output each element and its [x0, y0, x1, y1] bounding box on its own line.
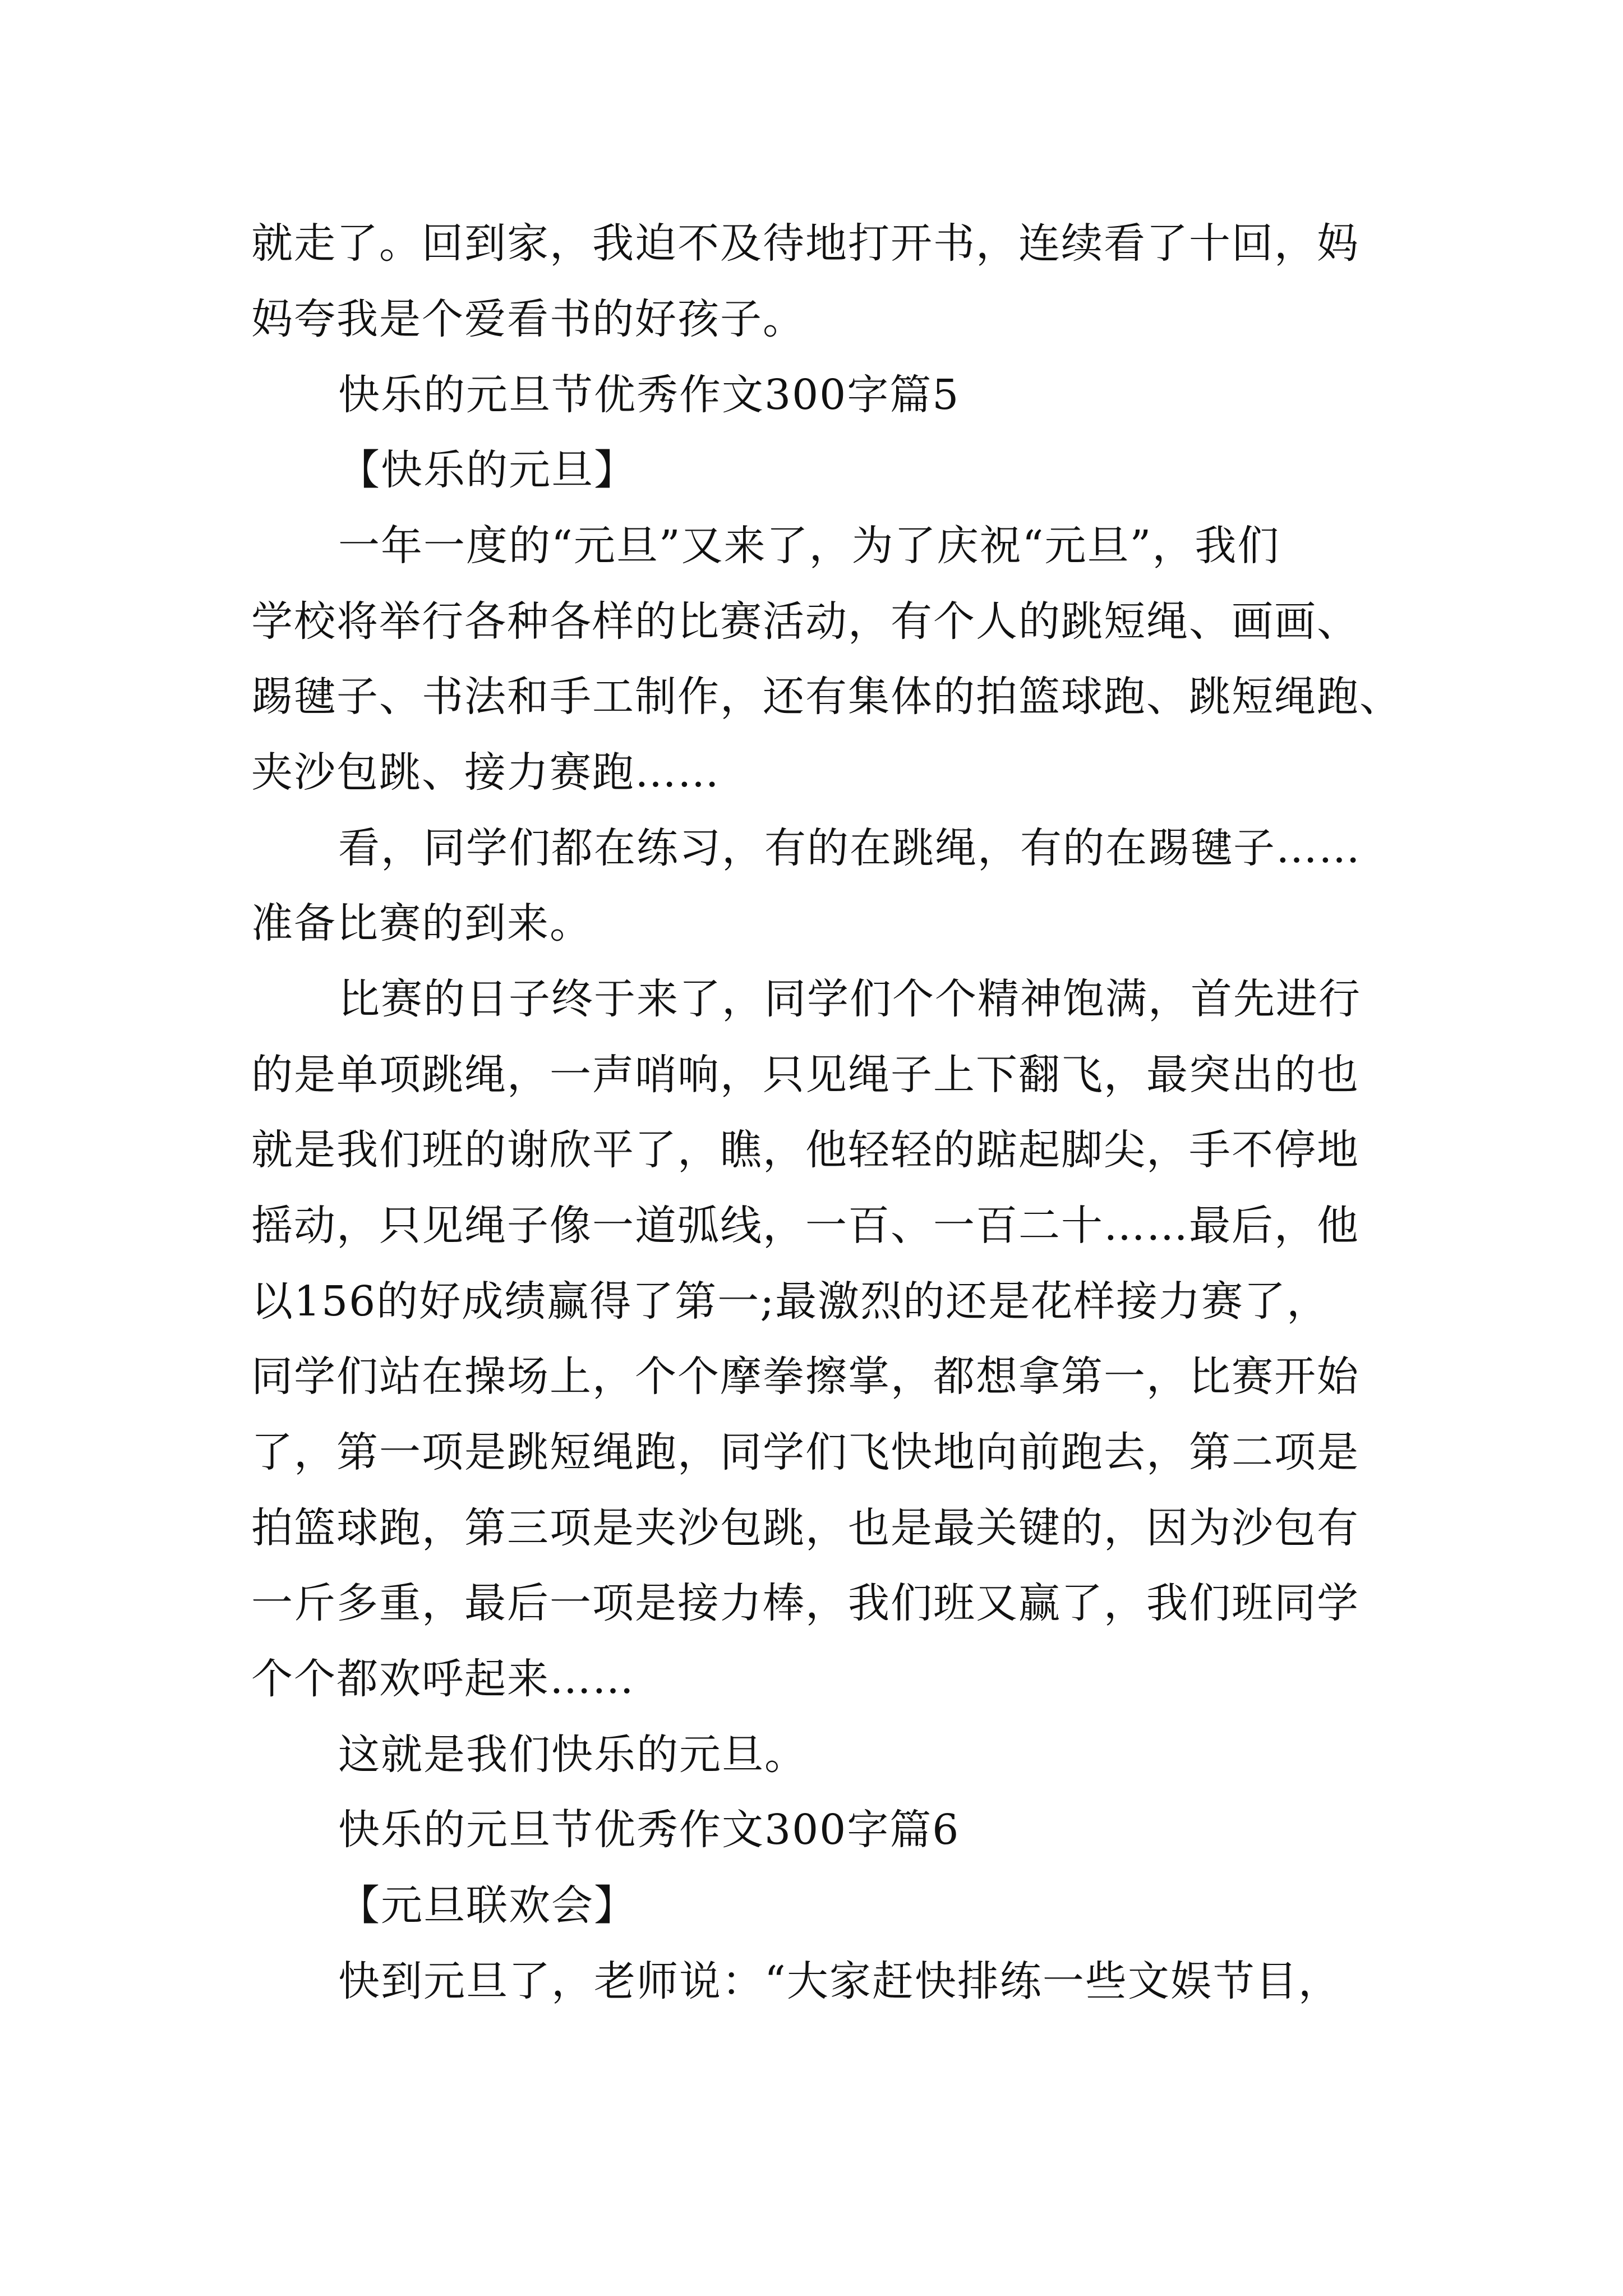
paragraph-line: 妈夸我是个爱看书的好孩子。 [251, 295, 805, 343]
section-heading: 快乐的元旦节优秀作文300字篇5 [338, 371, 960, 419]
essay-title: 【元旦联欢会】 [338, 1881, 637, 1930]
section-heading: 快乐的元旦节优秀作文300字篇6 [338, 1806, 960, 1854]
paragraph-line: 个个都欢呼起来…… [251, 1655, 635, 1703]
paragraph-line: 比赛的日子终于来了，同学们个个精神饱满，首先进行 [338, 975, 1361, 1023]
paragraph-line: 摇动，只见绳子像一道弧线，一百、一百二十……最后，他 [251, 1202, 1359, 1250]
paragraph-line: 了，第一项是跳短绳跑，同学们飞快地向前跑去，第二项是 [251, 1428, 1359, 1476]
paragraph-line: 一斤多重，最后一项是接力棒，我们班又赢了，我们班同学 [251, 1579, 1359, 1627]
paragraph-line: 夹沙包跳、接力赛跑…… [251, 748, 720, 797]
paragraph-line: 学校将举行各种各样的比赛活动，有个人的跳短绳、画画、 [251, 597, 1359, 646]
paragraph-line: 的是单项跳绳，一声哨响，只见绳子上下翻飞，最突出的也 [251, 1051, 1359, 1099]
paragraph-line: 一年一度的“元旦”又来了，为了庆祝“元旦”，我们 [338, 522, 1280, 570]
paragraph-line: 快到元旦了，老师说：“大家赶快排练一些文娱节目， [338, 1957, 1341, 2005]
paragraph-line: 看，同学们都在练习，有的在跳绳，有的在踢毽子…… [338, 824, 1361, 872]
paragraph-line: 就走了。回到家，我迫不及待地打开书，连续看了十回，妈 [251, 219, 1359, 268]
paragraph-line: 拍篮球跑，第三项是夹沙包跳，也是最关键的，因为沙包有 [251, 1504, 1359, 1552]
paragraph-line: 这就是我们快乐的元旦。 [338, 1731, 807, 1779]
essay-title: 【快乐的元旦】 [338, 446, 637, 494]
paragraph-line: 就是我们班的谢欣平了，瞧，他轻轻的踮起脚尖，手不停地 [251, 1126, 1359, 1174]
paragraph-line: 准备比赛的到来。 [251, 899, 592, 947]
paragraph-line: 踢毽子、书法和手工制作，还有集体的拍篮球跑、跳短绳跑、 [251, 673, 1402, 721]
paragraph-line: 以156的好成绩赢得了第一;最激烈的还是花样接力赛了， [251, 1277, 1330, 1326]
paragraph-line: 同学们站在操场上，个个摩拳擦掌，都想拿第一，比赛开始 [251, 1352, 1359, 1401]
